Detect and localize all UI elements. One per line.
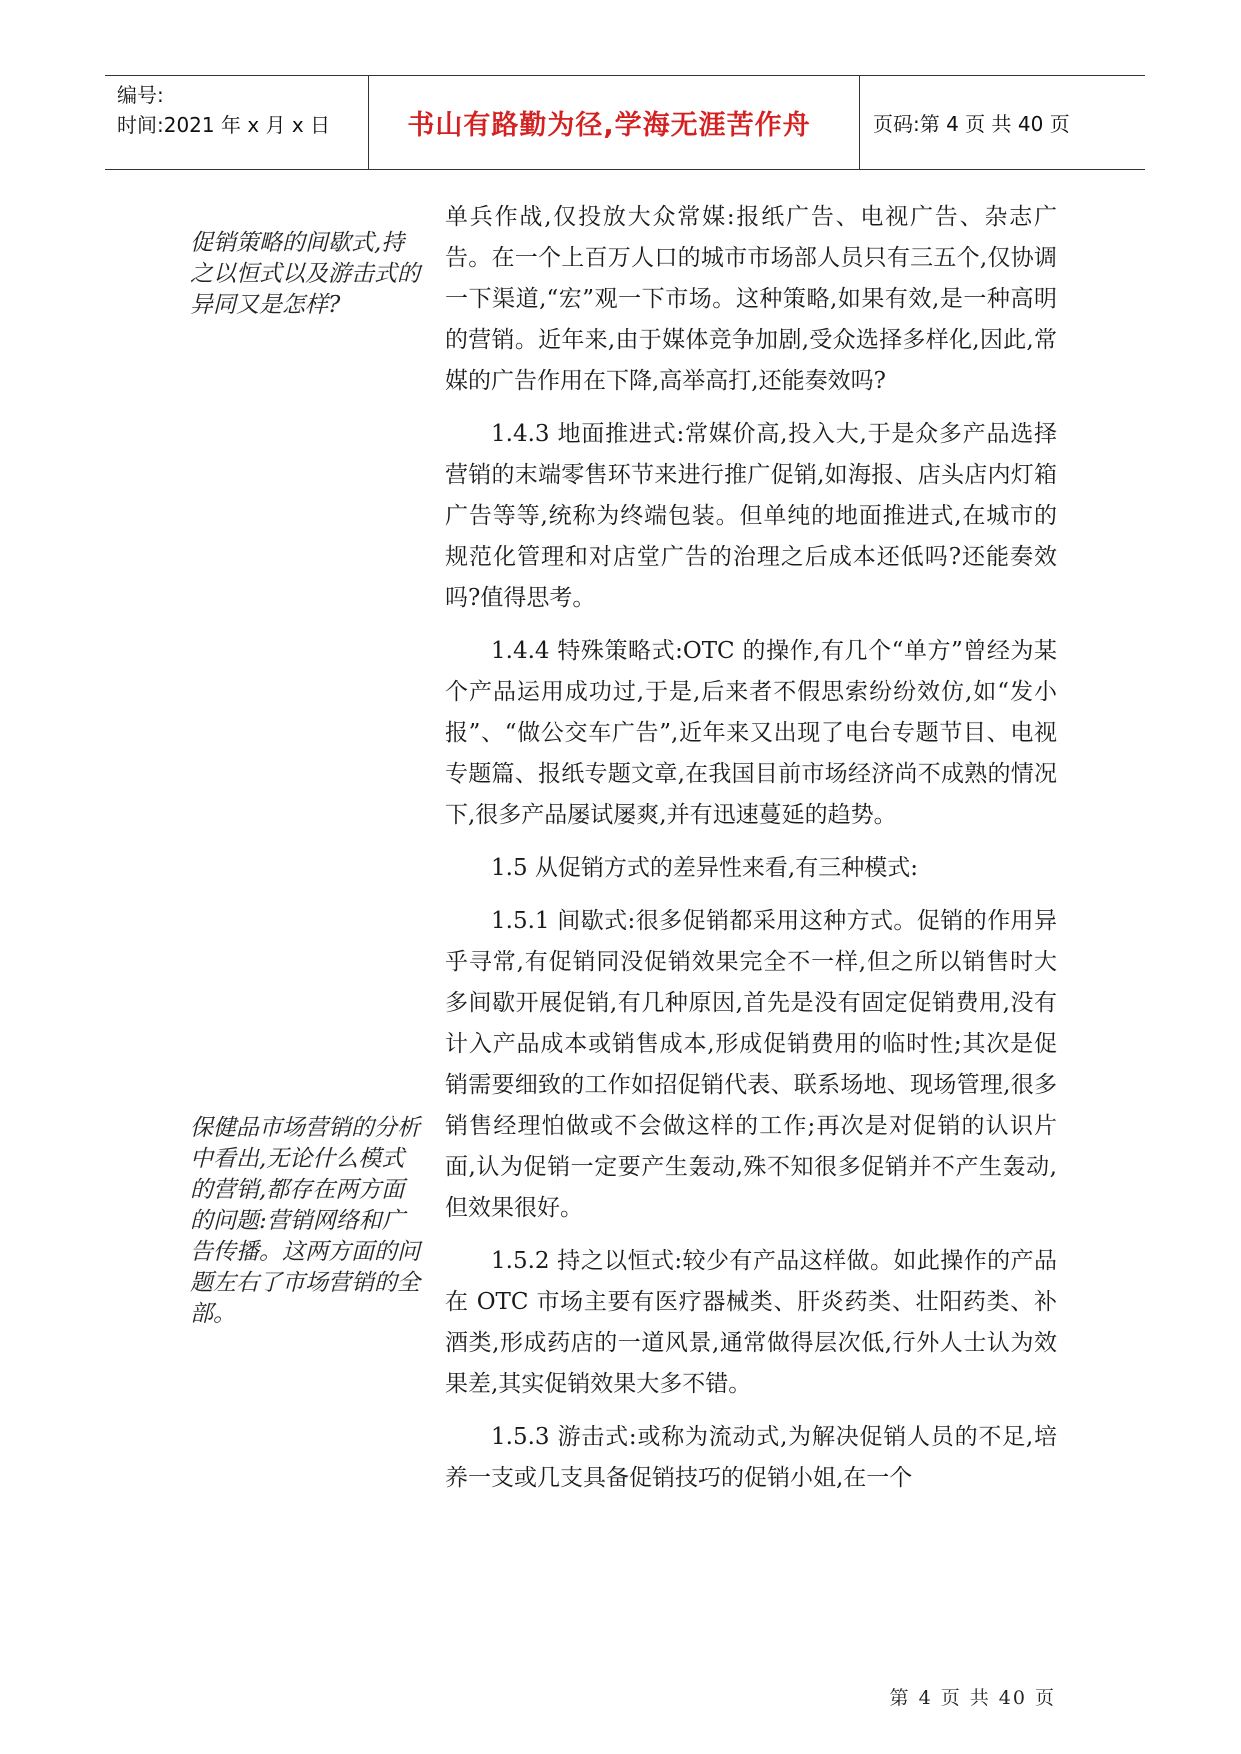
serial-label: 编号:	[117, 83, 164, 107]
page-header	[105, 75, 1145, 170]
side-note-health-products: 保健品市场营销的分析中看出,无论什么模式的营销,都存在两方面的问题:营销网络和广告传播。这两方面的问题左右了市场营销的全部。	[190, 1115, 420, 1327]
main-text	[445, 197, 1057, 1511]
time-label: 时间:2021 年 x 月 x 日	[117, 113, 331, 137]
paragraph: 单兵作战,仅投放大众常媒:报纸广告、电视广告、杂志广告。在一个上百万人口的城市市场部人员只有三五个,仅协调一下渠道,“宏”观一下市场。这种策略,如果有效,是一种高明的营销。近年来,由于媒体竞争加剧,受众选择多样化,因此,常媒的广告作用在下降,高举高打,还能奏效吗?	[445, 204, 1057, 394]
header-page-code: 页码:第 4 页 共 40 页	[873, 112, 1070, 136]
header-meta	[117, 80, 367, 140]
paragraph: 1.5 从促销方式的差异性来看,有三种模式:	[491, 855, 918, 881]
paragraph: 1.5.3 游击式:或称为流动式,为解决促销人员的不足,培养一支或几支具备促销技巧的促销小姐,在一个	[445, 1424, 1057, 1491]
side-note-promotion-strategy: 促销策略的间歇式,持之以恒式以及游击式的异同又是怎样?	[190, 230, 420, 318]
header-motto: 书山有路勤为径,学海无涯苦作舟	[407, 110, 811, 141]
paragraph: 1.4.4 特殊策略式:OTC 的操作,有几个“单方”曾经为某个产品运用成功过,于是,后来者不假思索纷纷效仿,如“发小报”、“做公交车广告”,近年来又出现了电台专题节目、电视专题篇、报纸专题文章,在我国目前市场经济尚不成熟的情况下,很多产品屡试屡爽,并有迅速蔓延的趋势。	[445, 638, 1057, 828]
paragraph: 1.5.1 间歇式:很多促销都采用这种方式。促销的作用异乎寻常,有促销同没促销效果完全不一样,但之所以销售时大多间歇开展促销,有几种原因,首先是没有固定促销费用,没有计入产品成本或销售成本,形成促销费用的临时性;其次是促销需要细致的工作如招促销代表、联系场地、现场管理,很多销售经理怕做或不会做这样的工作;再次是对促销的认识片面,认为促销一定要产生轰动,殊不知很多促销并不产生轰动,但效果很好。	[445, 908, 1057, 1221]
paragraph: 1.4.3 地面推进式:常媒价高,投入大,于是众多产品选择营销的末端零售环节来进行推广促销,如海报、店头店内灯箱广告等等,统称为终端包装。但单纯的地面推进式,在城市的规范化管理和对店堂广告的治理之后成本还低吗?还能奏效吗?值得思考。	[445, 421, 1057, 611]
page-footer: 第 4 页 共 40 页	[889, 1687, 1056, 1709]
header-divider	[859, 76, 860, 169]
paragraph: 1.5.2 持之以恒式:较少有产品这样做。如此操作的产品在 OTC 市场主要有医疗器械类、肝炎药类、壮阳药类、补酒类,形成药店的一道风景,通常做得层次低,行外人士认为效果差,其实促销效果大多不错。	[445, 1248, 1057, 1397]
